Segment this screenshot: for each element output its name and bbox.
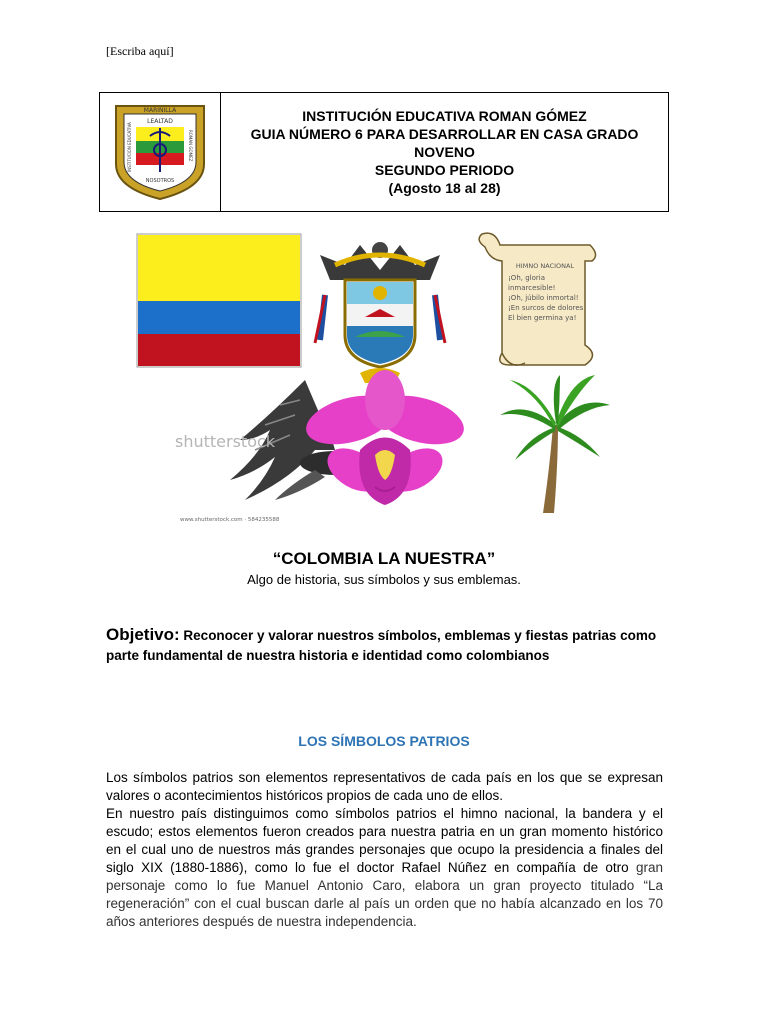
main-subtitle: Algo de historia, sus símbolos y sus emblemas. bbox=[247, 572, 521, 587]
crest-right-text: ROMAN GOMEZ bbox=[188, 130, 193, 162]
grade: NOVENO bbox=[414, 144, 475, 160]
paragraph-history-part-1: En nuestro país distinguimos como símbolos patrios el himno nacional, la bandera y el escudo; estos elementos fueron creados para nuestra patria en un gran momento histórico en el cual uno de nuestros más grandes personajes que ocupo la presidencia a finales del siglo XIX (1880-1886), como lo fue el doctor Rafael Núñez en compañía de otro bbox=[106, 806, 663, 875]
crest-bottom-text: NOSOTROS bbox=[145, 178, 175, 184]
paragraph-symbols-definition: Los símbolos patrios son elementos representativos de cada país en los que se expresan valores o acontecimientos históricos propios de cada uno de ellos. bbox=[106, 770, 663, 803]
crest-left-text: INSTITUCION EDUCATIVA bbox=[127, 122, 132, 172]
anthem-line-5: El bien germina ya! bbox=[508, 314, 577, 322]
orchid-icon bbox=[301, 370, 469, 505]
watermark-text: shutterstock bbox=[175, 432, 276, 451]
anthem-line-2: inmarcesible! bbox=[508, 284, 556, 292]
anthem-line-3: ¡Oh, júbilo inmortal! bbox=[508, 294, 579, 302]
national-anthem-scroll-icon bbox=[479, 233, 595, 365]
coat-of-arms-icon bbox=[315, 242, 445, 383]
wax-palm-icon bbox=[500, 375, 610, 513]
objective-text: Reconocer y valorar nuestros símbolos, emblemas y fiestas patrias como parte fundamental de nuestra historia e identidad como colombianos bbox=[106, 628, 657, 663]
paragraph-symbols-history bbox=[106, 805, 663, 931]
main-title: “COLOMBIA LA NUESTRA” bbox=[272, 549, 496, 568]
header-title-block bbox=[221, 93, 668, 211]
school-crest-icon bbox=[112, 102, 208, 202]
date-range: (Agosto 18 al 28) bbox=[388, 180, 501, 196]
anthem-line-4: ¡En surcos de dolores bbox=[508, 304, 584, 312]
header-table bbox=[99, 92, 669, 212]
period: SEGUNDO PERIODO bbox=[374, 162, 515, 178]
header-placeholder: [Escriba aquí] bbox=[106, 44, 174, 58]
objective-label: Objetivo: bbox=[106, 625, 180, 644]
objective-paragraph bbox=[106, 625, 666, 666]
crest-band-text: LEALTAD bbox=[147, 118, 173, 125]
section-title: LOS SÍMBOLOS PATRIOS bbox=[298, 733, 470, 749]
watermark-url: www.shutterstock.com · 584235588 bbox=[180, 517, 280, 523]
anthem-title: HIMNO NACIONAL bbox=[515, 262, 575, 270]
anthem-line-1: ¡Oh, gloria bbox=[508, 274, 545, 282]
school-crest-cell bbox=[100, 93, 221, 211]
colombian-flag-icon bbox=[137, 234, 301, 367]
national-symbols-illustration bbox=[130, 225, 630, 525]
school-name: INSTITUCIÓN EDUCATIVA ROMAN GÓMEZ bbox=[302, 108, 587, 124]
crest-top-text: MARINILLA bbox=[143, 107, 177, 114]
guide-number: GUIA NÚMERO 6 PARA DESARROLLAR EN CASA GRADO bbox=[250, 126, 639, 142]
paragraph-history-part-2: gran personaje como lo fue Manuel Antonio Caro, elabora un gran proyecto titulado “La regeneración” con el cual buscan darle al país un orden que no había alcanzado en los 70 años anteriores después de nuestra independencia. bbox=[106, 860, 663, 929]
